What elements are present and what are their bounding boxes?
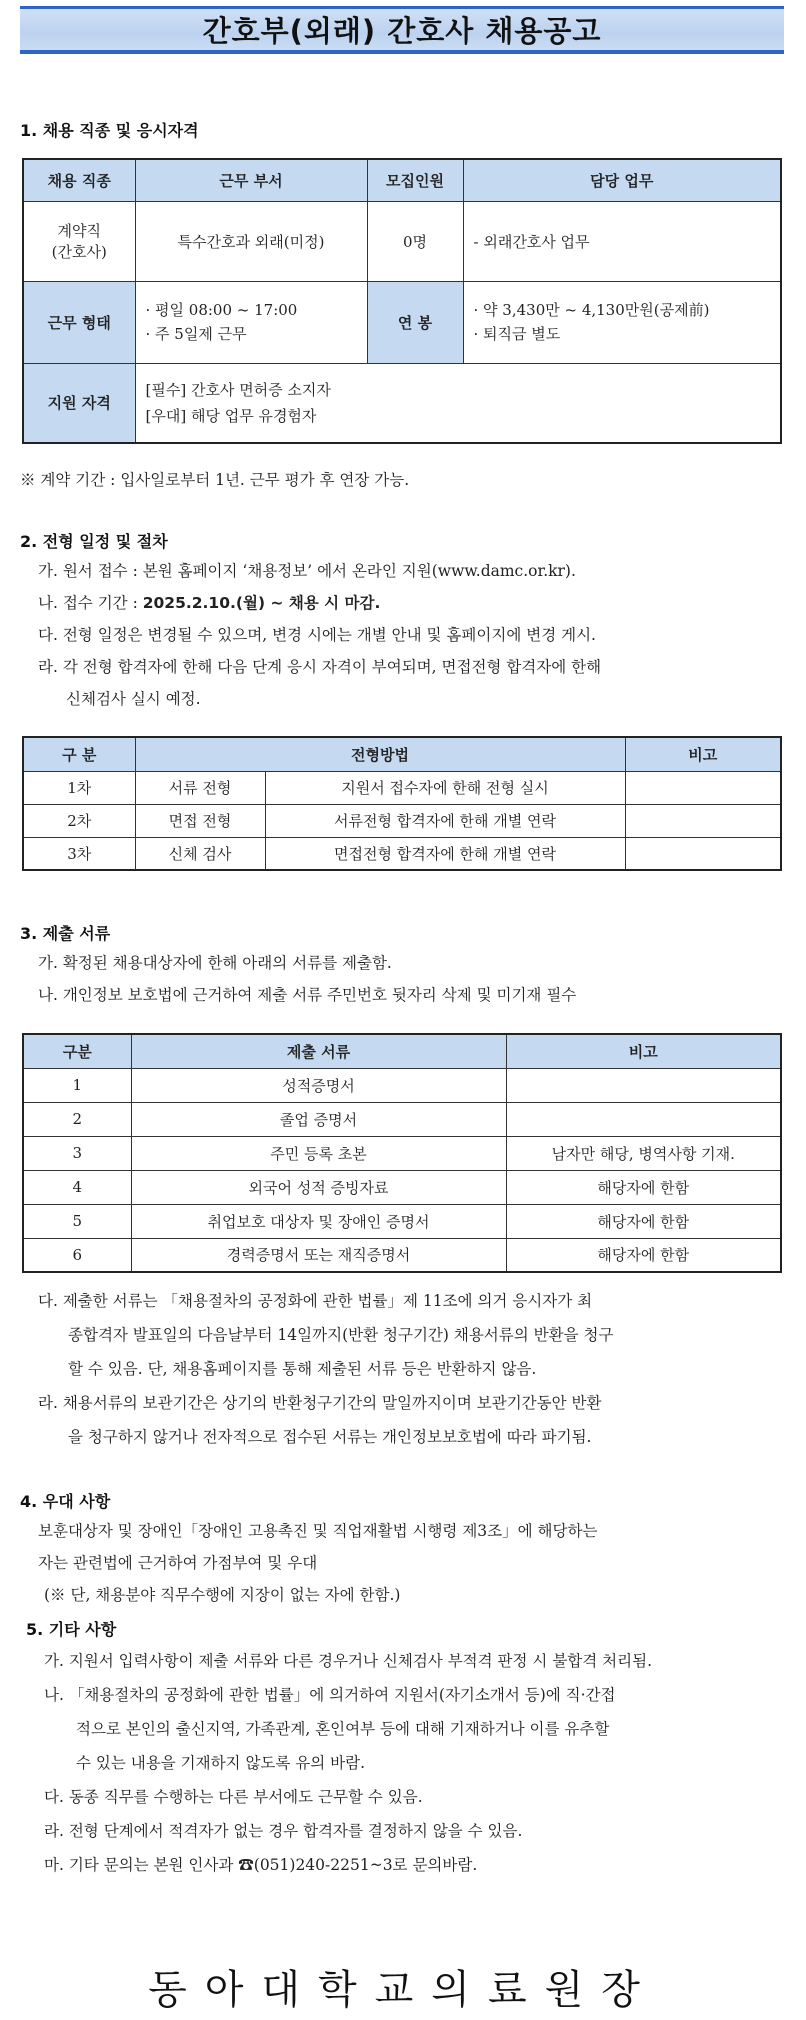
sec3-item: 나. 개인정보 보호법에 근거하여 제출 서류 주민번호 뒷자리 삭제 및 미기재 필수 (38, 986, 577, 1004)
doc-no-cell: 5 (23, 1204, 131, 1238)
doc-note-cell (506, 1068, 781, 1102)
sec5-line: 수 있는 내용을 기재하지 않도록 유의 바람. (76, 1754, 366, 1772)
job-type-line: (간호사) (51, 243, 107, 261)
work-cell (135, 281, 367, 363)
doc-name-cell: 졸업 증명서 (131, 1102, 506, 1136)
docs-header: 제출 서류 (131, 1034, 506, 1068)
qual-label: 지원 자격 (23, 363, 135, 443)
docs-header: 구분 (23, 1034, 131, 1068)
sec4-line: (※ 단, 채용분야 직무수행에 지장이 없는 자에 한함.) (44, 1586, 401, 1604)
documents-table (22, 1033, 782, 1273)
qual-cell (135, 363, 781, 443)
count-cell: 0명 (367, 201, 463, 281)
doc-no-cell: 4 (23, 1170, 131, 1204)
table-row (23, 1238, 781, 1272)
sec2-item: 가. 원서 접수 : 본원 홈페이지 ‘채용정보’ 에서 온라인 지원(www.damc.or.kr). (38, 562, 576, 580)
doc-name-cell: 주민 등록 초본 (131, 1136, 506, 1170)
sec4-line: 자는 관련법에 근거하여 가점부여 및 우대 (38, 1554, 318, 1572)
doc-no-cell: 3 (23, 1136, 131, 1170)
detail-cell: 면접전형 합격자에 한해 개별 연락 (265, 837, 625, 870)
sec5-line: 라. 전형 단계에서 적격자가 없는 경우 합격자를 결정하지 않을 수 있음. (44, 1822, 523, 1840)
job-table-header: 모집인원 (367, 159, 463, 201)
table-row (23, 1204, 781, 1238)
table-row (23, 1068, 781, 1102)
section1-heading: 1. 채용 직종 및 응시자격 (20, 121, 199, 140)
salary-cell (463, 281, 781, 363)
doc-name-cell: 외국어 성적 증빙자료 (131, 1170, 506, 1204)
salary-line: · 퇴직금 별도 (473, 325, 561, 343)
method-cell: 면접 전형 (135, 804, 265, 837)
process-header: 비고 (625, 737, 781, 771)
salary-label: 연 봉 (367, 281, 463, 363)
job-table-header: 근무 부서 (135, 159, 367, 201)
table-row (23, 804, 781, 837)
doc-note-cell: 남자만 해당, 병역사항 기재. (506, 1136, 781, 1170)
sec5-line: 마. 기타 문의는 본원 인사과 ☎(051)240-2251~3로 문의바람. (44, 1856, 478, 1874)
sec2-item: 다. 전형 일정은 변경될 수 있으며, 변경 시에는 개별 안내 및 홈페이지에 변경 게시. (38, 626, 596, 644)
docs-header: 비고 (506, 1034, 781, 1068)
sec3-item: 가. 확정된 채용대상자에 한해 아래의 서류를 제출함. (38, 954, 392, 972)
doc-note-cell (506, 1102, 781, 1136)
salary-line: · 약 3,430만 ~ 4,130만원(공제前) (473, 301, 710, 319)
doc-no-cell: 6 (23, 1238, 131, 1272)
issuer-signature: 동아대학교의료원장 (148, 1967, 658, 2013)
qual-line: [필수] 간호사 면허증 소지자 (145, 380, 331, 399)
doc-note-cell: 해당자에 한함 (506, 1170, 781, 1204)
doc-note-cell: 해당자에 한함 (506, 1238, 781, 1272)
sec3-after: 할 수 있음. 단, 채용홈페이지를 통해 제출된 서류 등은 반환하지 않음. (68, 1360, 537, 1378)
job-table (22, 158, 782, 444)
sec3-after: 종합격자 발표일의 다음날부터 14일까지(반환 청구기간) 채용서류의 반환을 청구 (68, 1326, 614, 1344)
table-row (23, 837, 781, 870)
table-row (23, 1136, 781, 1170)
title-banner (20, 6, 784, 54)
doc-no-cell: 2 (23, 1102, 131, 1136)
doc-name-cell: 성적증명서 (131, 1068, 506, 1102)
section5-heading: 5. 기타 사항 (26, 1620, 117, 1639)
sec5-line: 다. 동종 직무를 수행하는 다른 부서에도 근무할 수 있음. (44, 1788, 423, 1806)
sec3-after: 다. 제출한 서류는 「채용절차의 공정화에 관한 법률」제 11조에 의거 응시자가 최 (38, 1292, 593, 1310)
duty-cell: - 외래간호사 업무 (463, 201, 781, 281)
table-row (23, 771, 781, 804)
stage-cell: 2차 (23, 804, 135, 837)
method-cell: 서류 전형 (135, 771, 265, 804)
sec5-line: 적으로 본인의 출신지역, 가족관계, 혼인여부 등에 대해 기재하거나 이를 유추할 (76, 1720, 610, 1738)
job-type-cell (23, 201, 135, 281)
process-header: 구 분 (23, 737, 135, 771)
work-label: 근무 형태 (23, 281, 135, 363)
table-row (23, 1170, 781, 1204)
sec3-after: 라. 채용서류의 보관기간은 상기의 반환청구기간의 말일까지이며 보관기간동안 반환 (38, 1394, 602, 1412)
table-row (23, 1102, 781, 1136)
stage-cell: 3차 (23, 837, 135, 870)
doc-name-cell: 취업보호 대상자 및 장애인 증명서 (131, 1204, 506, 1238)
section4-heading: 4. 우대 사항 (20, 1492, 111, 1511)
doc-name-cell: 경력증명서 또는 재직증명서 (131, 1238, 506, 1272)
job-type-line: 계약직 (57, 222, 101, 240)
section3-heading: 3. 제출 서류 (20, 924, 111, 943)
note-cell (625, 771, 781, 804)
sec4-line: 보훈대상자 및 장애인「장애인 고용촉진 및 직업재활법 시행령 제3조」에 해당하는 (38, 1522, 598, 1540)
note-cell (625, 804, 781, 837)
detail-cell: 지원서 접수자에 한해 전형 실시 (265, 771, 625, 804)
detail-cell: 서류전형 합격자에 한해 개별 연락 (265, 804, 625, 837)
sec2-period-label: 나. 접수 기간 : (38, 594, 138, 612)
contract-note: ※ 계약 기간 : 입사일로부터 1년. 근무 평가 후 연장 가능. (20, 471, 410, 489)
dept-cell: 특수간호과 외래(미정) (135, 201, 367, 281)
sec2-item: 라. 각 전형 합격자에 한해 다음 단계 응시 자격이 부여되며, 면접전형 합격자에 한해 (38, 658, 602, 676)
sec2-deadline: 2025.2.10.(월) ~ 채용 시 마감. (142, 594, 381, 612)
sec5-line: 가. 지원서 입력사항이 제출 서류와 다른 경우거나 신체검사 부적격 판정 시 불합격 처리됨. (44, 1652, 653, 1670)
section2-heading: 2. 전형 일정 및 절차 (20, 532, 168, 551)
doc-no-cell: 1 (23, 1068, 131, 1102)
process-table (22, 736, 782, 871)
job-table-header: 채용 직종 (23, 159, 135, 201)
qual-line: [우대] 해당 업무 유경험자 (145, 406, 317, 425)
sec2-item: 신체검사 실시 예정. (66, 690, 201, 708)
note-cell (625, 837, 781, 870)
stage-cell: 1차 (23, 771, 135, 804)
method-cell: 신체 검사 (135, 837, 265, 870)
sec3-after: 을 청구하지 않거나 전자적으로 접수된 서류는 개인정보보호법에 따라 파기됨. (68, 1428, 592, 1446)
page-title: 간호부(외래) 간호사 채용공고 (202, 14, 602, 48)
work-line: · 평일 08:00 ~ 17:00 (145, 301, 298, 319)
sec5-line: 나. 「채용절차의 공정화에 관한 법률」에 의거하여 지원서(자기소개서 등)에 직·간접 (44, 1686, 616, 1704)
job-table-header: 담당 업무 (463, 159, 781, 201)
doc-note-cell: 해당자에 한함 (506, 1204, 781, 1238)
process-header: 전형방법 (135, 737, 625, 771)
sec2-item-period (38, 593, 380, 613)
work-line: · 주 5일제 근무 (145, 325, 247, 343)
